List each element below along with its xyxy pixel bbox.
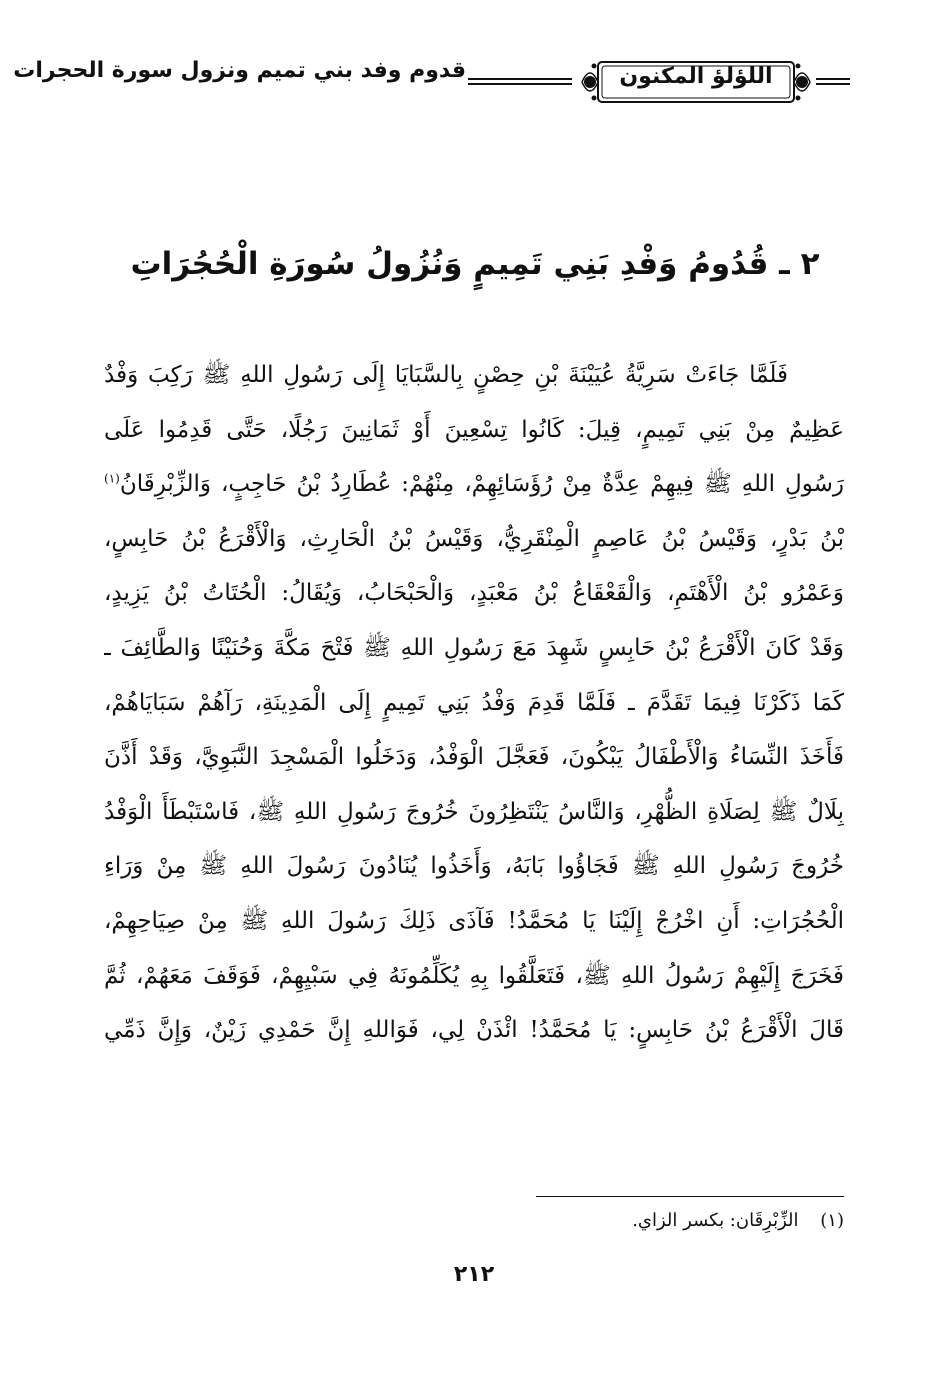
text-line: كَمَا ذَكَرْنَا فِيمَا تَقَدَّمَ ـ فَلَمَّا قَدِمَ وَفْدُ بَنِي تَمِيمٍ إِلَى الْمَدِينَةِ، رَآهُمْ سَبَايَاهُمْ، <box>104 689 844 716</box>
page-number: ٢١٢ <box>453 1262 495 1287</box>
book-title: اللؤلؤ المكنون <box>619 64 773 89</box>
footnote <box>244 1210 844 1231</box>
text-line: وَقَدْ كَانَ الْأَقْرَعُ بْنُ حَابِسٍ شَهِدَ مَعَ رَسُولِ اللهِ ﷺ فَتْحَ مَكَّةَ وَحُنَيْنًا وَالطَّائِفَ ـ <box>104 634 844 661</box>
section-title: ٢ ـ قُدُومُ وَفْدِ بَنِي تَمِيمٍ وَنُزُولُ سُورَةِ الْحُجُرَاتِ <box>130 246 820 282</box>
text-line: قَالَ الْأَقْرَعُ بْنُ حَابِسٍ: يَا مُحَمَّدُ! ائْذَنْ لِي، فَوَاللهِ إِنَّ حَمْدِي زَيْنٌ، وَإِنَّ ذَمِّي <box>104 1017 844 1044</box>
book-title-badge <box>580 56 812 108</box>
text-line: بْنُ بَدْرٍ، وَقَيْسُ بْنُ عَاصِمٍ الْمِنْقَرِيُّ، وَقَيْسُ بْنُ الْحَارِثِ، وَالْأَقْرَعُ بْنُ حَابِسٍ، <box>104 525 844 552</box>
text-line: وَعَمْرُو بْنُ الْأَهْتَمِ، وَالْقَعْقَاعُ بْنُ مَعْبَدٍ، وَالْحَبْحَابُ، وَيُقَالُ: الْحُتَاتُ بْنُ يَزِيدٍ، <box>104 580 844 607</box>
header-double-rule-middle <box>468 78 572 85</box>
text-line: فَلَمَّا جَاءَتْ سَرِيَّةُ عُيَيْنَةَ بْنِ حِصْنٍ بِالسَّبَايَا إِلَى رَسُولِ اللهِ ﷺ رَكِبَ وَفْدٌ <box>104 362 788 388</box>
text-line: الْحُجُرَاتِ: أَنِ اخْرُجْ إِلَيْنَا يَا مُحَمَّدُ! فَآذَى ذَلِكَ رَسُولَ اللهِ ﷺ مِنْ صِيَاحِهِمْ، <box>104 907 844 934</box>
footnote-text: الزِّبْرِقَان: بكسر الزاي. <box>632 1210 799 1231</box>
header-double-rule-right <box>816 78 850 85</box>
text-line: بِلَالٌ ﷺ لِصَلَاةِ الظُّهْرِ، وَالنَّاسُ يَنْتَظِرُونَ خُرُوجَ رَسُولِ اللهِ ﷺ، فَاسْتَبْطَأَ الْوَفْدُ <box>104 798 844 825</box>
text-line: فَخَرَجَ إِلَيْهِمْ رَسُولُ اللهِ ﷺ، فَتَعَلَّقُوا بِهِ يُكَلِّمُونَهُ فِي سَبْيِهِمْ، فَوَقَفَ مَعَهُمْ، ثُمَّ <box>104 962 844 989</box>
chapter-title: قدوم وفد بني تميم ونزول سورة الحجرات <box>13 58 466 83</box>
text-line-content: رَسُولِ اللهِ ﷺ فِيهِمْ عِدَّةٌ مِنْ رُؤَسَائِهِمْ، مِنْهُمْ: عُطَارِدُ بْنُ حَاجِبٍ، وَالزِّبْرِقَانُ <box>119 471 844 498</box>
footnote-separator <box>536 1196 844 1197</box>
body-text <box>104 348 844 1058</box>
footnote-number: (١) <box>820 1210 844 1231</box>
running-header <box>13 44 850 122</box>
footnote-marker[interactable]: (١) <box>104 471 120 486</box>
text-line-with-footnote <box>104 457 844 512</box>
text-line: فَأَخَذَ النِّسَاءُ وَالْأَطْفَالُ يَبْكُونَ، فَعَجَّلَ الْوَفْدُ، وَدَخَلُوا الْمَسْجِدَ النَّبَوِيَّ، وَقَدْ أَذَّنَ <box>104 744 844 771</box>
text-line: عَظِيمٌ مِنْ بَنِي تَمِيمٍ، قِيلَ: كَانُوا تِسْعِينَ أَوْ ثَمَانِينَ رَجُلًا، حَتَّى قَدِمُوا عَلَى <box>104 416 844 443</box>
text-line: خُرُوجَ رَسُولِ اللهِ ﷺ فَجَاؤُوا بَابَهُ، وَأَخَذُوا يُنَادُونَ رَسُولَ اللهِ ﷺ مِنْ وَرَاءِ <box>104 853 844 880</box>
